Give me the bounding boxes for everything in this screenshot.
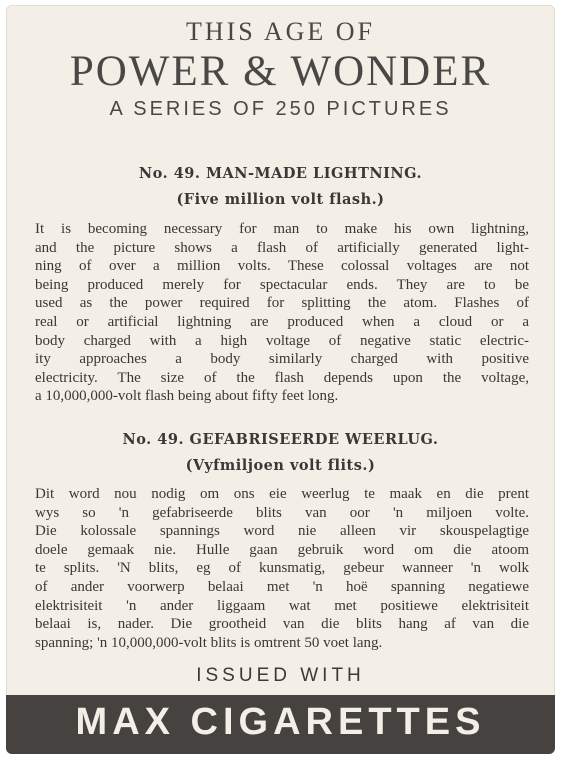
series-title-main: POWER & WONDER [69,48,492,95]
series-title-line1: THIS AGE OF [185,17,375,46]
afrikaans-body [35,485,529,652]
cigarette-card [6,5,555,754]
afrikaans-line: spanning; 'n 10,000,000-volt blits is omtrent 50 voet lang. [35,634,383,651]
english-line: It is becoming necessary for man to make his own lightning, [35,221,529,237]
english-line: ning of over a million volts. These colossal voltages are not [35,258,529,275]
afrikaans-line: elektrisiteit 'n ander liggaam wat met positiewe elektrisiteit [35,597,529,614]
afrikaans-line: Dit word nou nodig om ons eie weerlug te maak en die prent [35,486,529,502]
afrikaans-line: belaai is, nader. Die grootheid van die blits hang af van die [35,616,529,633]
english-subtitle: (Five million volt flash.) [176,191,385,208]
brand-name: MAX CIGARETTES [75,701,486,743]
afrikaans-subtitle: (Vyfmiljoen volt flits.) [185,457,376,474]
english-line: being produced merely for spectacular ends. They are to be [35,276,529,293]
issued-with-label: ISSUED WITH [196,665,365,686]
afrikaans-title: No. 49. GEFABRISEERDE WEERLUG. [122,431,439,448]
afrikaans-line: Die kolossale spannings word nie alleen vir skouspelagtige [35,523,529,540]
english-line: a 10,000,000-volt flash being about fifty feet long. [35,388,339,405]
brand-banner [6,695,555,754]
english-line: electricity. The size of the flash depends upon the voltage, [35,369,529,386]
english-line: used as the power required for splitting the atom. Flashes of [35,295,529,312]
english-line: ity approaches a body similarly charged with positive [35,351,529,368]
afrikaans-line: of ander voorwerp belaai met 'n hoë spanning negatiewe [35,578,529,595]
afrikaans-line: doele gemaak nie. Hulle gaan gebruik word om die atoom [35,541,529,558]
english-body [35,220,529,406]
english-line: real or artificial lightning are produced when a cloud or a [35,313,529,330]
series-subtitle: A SERIES OF 250 PICTURES [109,98,452,120]
english-line: and the picture shows a flash of artificially generated light- [35,239,529,256]
afrikaans-line: wys so 'n gefabriseerde blits van oor 'n miljoen volte. [35,504,529,521]
afrikaans-line: te splits. 'N blits, eg of kunsmatig, gebeur wanneer 'n wolk [35,560,529,577]
english-title: No. 49. MAN-MADE LIGHTNING. [138,165,423,182]
english-line: body charged with a high voltage of negative static electric- [35,332,529,349]
